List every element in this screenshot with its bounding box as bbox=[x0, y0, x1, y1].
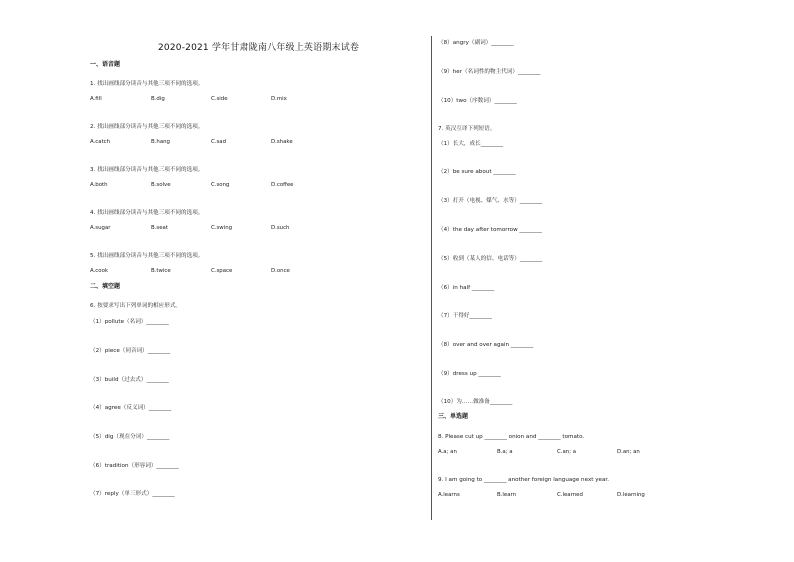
question-1-option-a: A.fill bbox=[90, 96, 102, 102]
question-6-item: （8）angry（副词）________ bbox=[438, 40, 514, 46]
question-7-item: （10）为……做准备________ bbox=[438, 399, 513, 405]
question-7-stem: 7. 英汉互译下列短语。 bbox=[438, 126, 496, 132]
question-8-option-c: C.an; a bbox=[557, 449, 577, 455]
question-7-item: （9）dress up ________ bbox=[438, 371, 501, 377]
question-1-option-b: B.dig bbox=[151, 96, 165, 102]
question-1-option-d: D.mix bbox=[271, 96, 287, 102]
question-7-item: （3）打开（电视、煤气、水等）________ bbox=[438, 198, 543, 204]
question-8-stem: 8. Please cut up ________ onion and ________ tomato. bbox=[438, 434, 585, 440]
column-divider bbox=[431, 36, 432, 520]
question-6-item: （1）pollute（名词）________ bbox=[90, 319, 169, 325]
question-9-option-b: B.learn bbox=[497, 492, 517, 498]
question-5-option-d: D.once bbox=[271, 268, 290, 274]
question-5-stem: 5. 找出画线部分读音与其他三项不同的选项。 bbox=[90, 253, 204, 259]
question-8-option-b: B.a; a bbox=[497, 449, 513, 455]
question-2-stem: 2. 找出画线部分读音与其他三项不同的选项。 bbox=[90, 124, 204, 130]
section-3-heading: 三、单选题 bbox=[438, 413, 469, 420]
question-4-option-b: B.seat bbox=[151, 225, 168, 231]
question-6-item: （4）agree（反义词）________ bbox=[90, 405, 172, 411]
question-6-item: （10）two（序数词）________ bbox=[438, 98, 517, 104]
question-1-option-c: C.side bbox=[211, 96, 228, 102]
question-6-item: （6）tradition（形容词）________ bbox=[90, 463, 179, 469]
question-6-item: （3）build（过去式）________ bbox=[90, 377, 169, 383]
question-7-item: （6）in half ________ bbox=[438, 285, 495, 291]
question-6-item: （9）her（名词性的物主代词）________ bbox=[438, 69, 541, 75]
question-4-option-c: C.swing bbox=[211, 225, 233, 231]
question-6-item: （5）dig（现在分词）________ bbox=[90, 434, 170, 440]
question-5-option-b: B.twice bbox=[151, 268, 171, 274]
question-9-option-d: D.learning bbox=[617, 492, 645, 498]
question-2-option-c: C.sad bbox=[211, 139, 227, 145]
question-3-option-d: D.coffee bbox=[271, 182, 294, 188]
question-5-option-a: A.cook bbox=[90, 268, 108, 274]
question-1-stem: 1. 找出画线部分读音与其他三项不同的选项。 bbox=[90, 81, 204, 87]
question-2-option-b: B.hang bbox=[151, 139, 170, 145]
question-3-option-c: C.song bbox=[211, 182, 230, 188]
question-3-stem: 3. 找出画线部分读音与其他三项不同的选项。 bbox=[90, 167, 204, 173]
question-7-item: （1）长大，成长________ bbox=[438, 141, 504, 147]
exam-title: 2020-2021 学年甘肃陇南八年级上英语期末试卷 bbox=[158, 43, 360, 53]
question-7-item: （4）the day after tomorrow ________ bbox=[438, 227, 542, 233]
question-3-option-b: B.solve bbox=[151, 182, 171, 188]
question-8-option-a: A.a; an bbox=[438, 449, 457, 455]
question-6-stem: 6. 按要求写出下列单词的相应形式。 bbox=[90, 303, 182, 309]
question-7-item: （5）收到（某人的信、电话等）________ bbox=[438, 256, 543, 262]
question-4-option-d: D.such bbox=[271, 225, 290, 231]
question-6-item: （2）piece（同音词）________ bbox=[90, 348, 171, 354]
question-4-option-a: A.sugar bbox=[90, 225, 111, 231]
question-6-item: （7）reply（单三形式）________ bbox=[90, 491, 175, 497]
question-5-option-c: C.space bbox=[211, 268, 233, 274]
question-4-stem: 4. 找出画线部分读音与其他三项不同的选项。 bbox=[90, 210, 204, 216]
question-3-option-a: A.both bbox=[90, 182, 108, 188]
question-9-option-c: C.learned bbox=[557, 492, 583, 498]
question-8-option-d: D.an; an bbox=[617, 449, 640, 455]
section-1-heading: 一、语音题 bbox=[90, 61, 121, 68]
question-7-item: （7）干得好________ bbox=[438, 313, 492, 319]
question-9-option-a: A.learns bbox=[438, 492, 460, 498]
question-2-option-a: A.catch bbox=[90, 139, 111, 145]
question-7-item: （2）be sure about ________ bbox=[438, 169, 516, 175]
question-2-option-d: D.shake bbox=[271, 139, 293, 145]
question-9-stem: 9. I am going to ________ another foreign language next year. bbox=[438, 477, 609, 483]
question-7-item: （8）over and over again ________ bbox=[438, 342, 534, 348]
section-2-heading: 二、填空题 bbox=[90, 283, 121, 290]
